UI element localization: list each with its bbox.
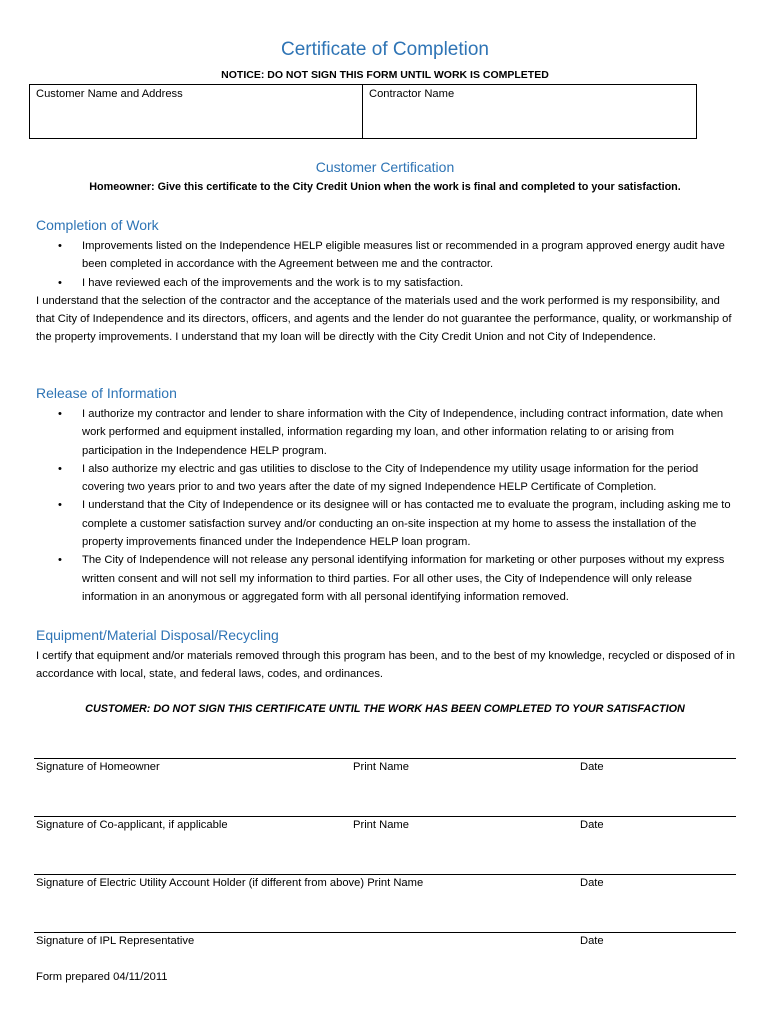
notice-text: NOTICE: DO NOT SIGN THIS FORM UNTIL WORK IS COMPLETED bbox=[221, 69, 549, 81]
completion-paragraph: I understand that the selection of the contractor and the acceptance of the materials used and the work performed is my responsibility, and that City of Independence and its directors, officers, and agents and the lender do not guarantee the performance, quality, or workmanship of the property improvements. I understand that my loan will be directly with the City Credit Union and not City of Independence. bbox=[36, 294, 732, 344]
homeowner-signature-label: Signature of Homeowner bbox=[36, 761, 160, 773]
page-title: Certificate of Completion bbox=[280, 39, 490, 60]
utility-holder-date-label: Date bbox=[580, 877, 604, 889]
form-prepared-date: Form prepared 04/11/2011 bbox=[36, 971, 168, 983]
homeowner-instruction: Homeowner: Give this certificate to the City Credit Union when the work is final and completed to your satisfaction. bbox=[89, 181, 681, 193]
contractor-name-field[interactable] bbox=[363, 85, 696, 138]
ipl-representative-signature-line[interactable] bbox=[34, 932, 736, 933]
customer-contractor-box bbox=[29, 84, 697, 139]
coapplicant-date-label: Date bbox=[580, 819, 604, 831]
do-not-sign-warning: CUSTOMER: DO NOT SIGN THIS CERTIFICATE UNTIL THE WORK HAS BEEN COMPLETED TO YOUR SATISFACTION bbox=[85, 703, 685, 715]
list-item: • I authorize my contractor and lender to share information with the City of Independence, including contract information, date when work performed and equipment installed, information regarding my loan, and other information relating to or arising from participation in the Independence HELP program. bbox=[36, 405, 736, 460]
contractor-name-label: Contractor Name bbox=[369, 88, 455, 100]
completion-of-work-heading: Completion of Work bbox=[36, 217, 159, 233]
list-item: • I have reviewed each of the improvements and the work is to my satisfaction. bbox=[36, 274, 736, 292]
completion-of-work-section bbox=[36, 237, 736, 347]
utility-holder-signature-line[interactable] bbox=[34, 874, 736, 875]
utility-holder-signature-label: Signature of Electric Utility Account Holder (if different from above) Print Name bbox=[36, 877, 424, 889]
bullet-icon: • bbox=[58, 276, 62, 289]
customer-name-address-field[interactable] bbox=[30, 85, 363, 138]
list-item: • I also authorize my electric and gas utilities to disclose to the City of Independence my utility usage information for the period covering two years prior to and two years after the date of my signed Independence HELP Certificate of Completion. bbox=[36, 460, 736, 497]
list-item: • Improvements listed on the Independence HELP eligible measures list or recommended in a program approved energy audit have been completed in accordance with the Agreement between me and the contractor. bbox=[36, 237, 736, 274]
bullet-icon: • bbox=[58, 240, 62, 252]
completion-bullet-list bbox=[36, 237, 736, 292]
release-bullet-list bbox=[36, 405, 736, 606]
homeowner-print-name-label: Print Name bbox=[353, 761, 409, 773]
customer-certification-heading: Customer Certification bbox=[315, 159, 455, 175]
list-item: • I understand that the City of Independence or its designee will or has contacted me to evaluate the program, including asking me to complete a customer satisfaction survey and/or conducting an on-site inspection at my home to assess the installation of the property improvements financed under the Independence HELP loan program. bbox=[36, 496, 736, 551]
release-of-information-heading: Release of Information bbox=[36, 385, 177, 401]
list-item: • The City of Independence will not release any personal identifying information for marketing or other purposes without my express written consent and will not sell my information to third parties. For all other uses, the City of Independence will only release information in an anonymous or aggregated form with all personal identifying information removed. bbox=[36, 551, 736, 606]
homeowner-signature-line[interactable] bbox=[34, 758, 736, 759]
ipl-representative-signature-label: Signature of IPL Representative bbox=[36, 935, 195, 947]
coapplicant-print-name-label: Print Name bbox=[353, 819, 409, 831]
coapplicant-signature-label: Signature of Co-applicant, if applicable bbox=[36, 819, 228, 831]
coapplicant-signature-line[interactable] bbox=[34, 816, 736, 817]
bullet-icon: • bbox=[58, 462, 62, 475]
bullet-icon: • bbox=[58, 554, 62, 567]
equipment-disposal-heading: Equipment/Material Disposal/Recycling bbox=[36, 627, 279, 643]
equipment-disposal-section bbox=[36, 647, 736, 684]
bullet-icon: • bbox=[58, 408, 62, 420]
customer-name-address-label: Customer Name and Address bbox=[36, 88, 183, 100]
homeowner-date-label: Date bbox=[580, 761, 604, 773]
release-of-information-section bbox=[36, 405, 736, 606]
equipment-disposal-paragraph: I certify that equipment and/or materials removed through this program has been, and to the best of my knowledge, recycled or disposed of in accordance with local, state, and federal laws, codes, and ordinances. bbox=[36, 650, 735, 681]
ipl-representative-date-label: Date bbox=[580, 935, 604, 947]
bullet-icon: • bbox=[58, 499, 62, 512]
